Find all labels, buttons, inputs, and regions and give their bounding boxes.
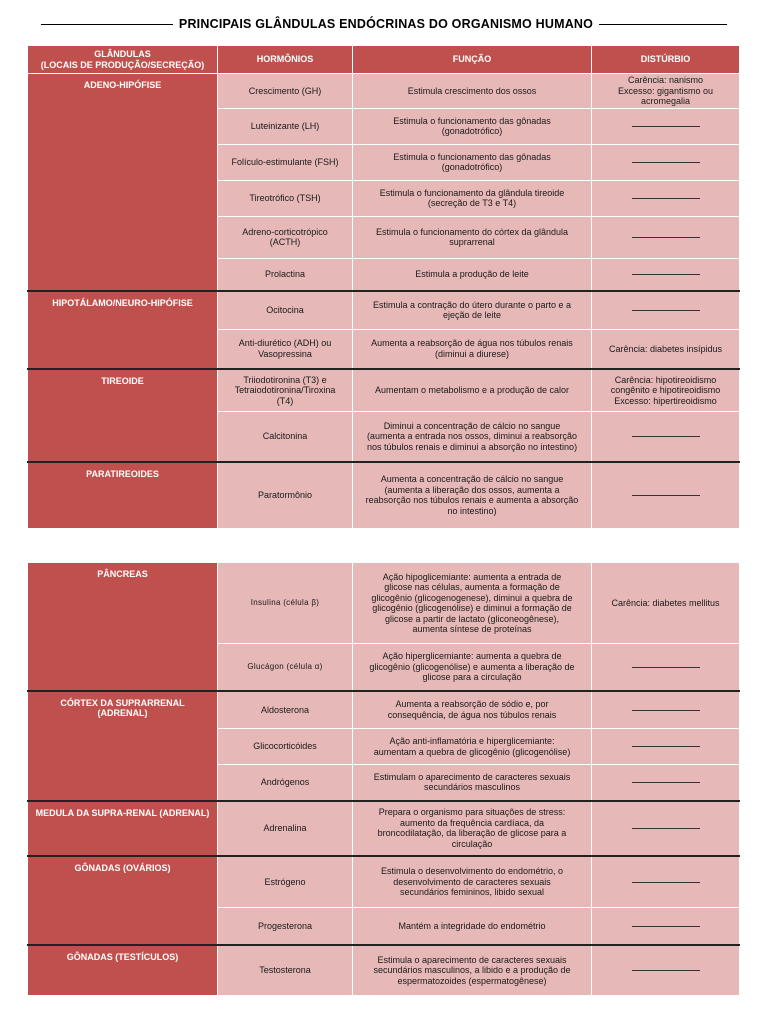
blank-line <box>632 882 700 883</box>
function-cell: Estimula a produção de leite <box>353 258 592 291</box>
blank-line <box>632 926 700 927</box>
endocrine-table-part-2 <box>27 562 740 996</box>
disturbance-cell <box>592 411 740 462</box>
hormone-cell: Adreno-corticotrópico (ACTH) <box>218 216 353 258</box>
function-cell: Estimulam o aparecimento de caracteres sexuais secundários masculinos <box>353 765 592 801</box>
disturbance-cell <box>592 908 740 945</box>
disturbance-cell <box>592 801 740 856</box>
function-cell: Estimula o funcionamento das gônadas (gonadotrófico) <box>353 108 592 144</box>
gland-pancreas: PÂNCREAS <box>28 563 218 691</box>
disturbance-cell <box>592 144 740 180</box>
disturbance-cell <box>592 691 740 729</box>
blank-line <box>632 310 700 311</box>
gland-tireoide: TIREOIDE <box>28 369 218 462</box>
gland-cortex-suprarrenal: CÓRTEX DA SUPRARRENAL (ADRENAL) <box>28 691 218 801</box>
table-row <box>28 462 740 528</box>
function-cell: Prepara o organismo para situações de stress: aumento da frequência cardíaca, da broncodilatação, da liberação de glicose para a circulação <box>353 801 592 856</box>
disturbance-cell <box>592 945 740 996</box>
gland-gonadas-ovarios: GÔNADAS (OVÁRIOS) <box>28 856 218 945</box>
hormone-cell: Luteinizante (LH) <box>218 108 353 144</box>
title-rule-left <box>41 24 173 25</box>
blank-line <box>632 782 700 783</box>
disturbance-cell <box>592 216 740 258</box>
table-row <box>28 291 740 329</box>
hormone-cell: Ocitocina <box>218 291 353 329</box>
disturbance-cell: Carência: diabetes insípidus <box>592 329 740 369</box>
disturbance-cell <box>592 729 740 765</box>
hormone-cell: Glucágon (célula α) <box>218 644 353 691</box>
disturbance-cell <box>592 291 740 329</box>
function-cell: Aumentam o metabolismo e a produção de calor <box>353 369 592 411</box>
disturbance-cell: Carência: nanismo Excesso: gigantismo ou acromegalia <box>592 74 740 109</box>
disturbance-cell: Carência: hipotireoidismo congênito e hipotireoidismo Excesso: hipertireoidismo <box>592 369 740 411</box>
blank-line <box>632 198 700 199</box>
function-cell: Estimula o funcionamento do córtex da glândula suprarrenal <box>353 216 592 258</box>
hormone-cell: Glicocorticóides <box>218 729 353 765</box>
function-cell: Ação anti-inflamatória e hiperglicemiante: aumentam a quebra de glicogênio (glicogenólise) <box>353 729 592 765</box>
blank-line <box>632 436 700 437</box>
blank-line <box>632 162 700 163</box>
endocrine-table-part-1 <box>27 45 740 529</box>
header-funcao: FUNÇÃO <box>353 46 592 74</box>
hormone-cell: Anti-diurético (ADH) ou Vasopressina <box>218 329 353 369</box>
function-cell: Estimula a contração do útero durante o parto e a ejeção de leite <box>353 291 592 329</box>
blank-line <box>632 495 700 496</box>
disturbance-cell <box>592 180 740 216</box>
hormone-cell: Tireotrófico (TSH) <box>218 180 353 216</box>
function-cell: Estimula o funcionamento das gônadas (gonadotrófico) <box>353 144 592 180</box>
hormone-cell: Folículo-estimulante (FSH) <box>218 144 353 180</box>
function-cell: Mantém a integridade do endométrio <box>353 908 592 945</box>
gland-hipotalamo-neuro-hipofise: HIPOTÁLAMO/NEURO-HIPÓFISE <box>28 291 218 369</box>
hormone-cell: Aldosterona <box>218 691 353 729</box>
hormone-cell: Estrógeno <box>218 856 353 908</box>
hormone-cell: Insulina (célula β) <box>218 563 353 644</box>
function-cell: Ação hiperglicemiante: aumenta a quebra de glicogênio (glicogenólise) e aumenta a liberação de glicose para a circulação <box>353 644 592 691</box>
hormone-cell: Crescimento (GH) <box>218 74 353 109</box>
function-cell: Estimula o aparecimento de caracteres sexuais secundários masculinos, a libido e a produção de espermatozoides (espermatogênese) <box>353 945 592 996</box>
function-cell: Aumenta a concentração de cálcio no sangue (aumenta a liberação dos ossos, aumenta a reabsorção nos túbulos renais e aumenta a absorção no intestino) <box>353 462 592 528</box>
hormone-cell: Andrógenos <box>218 765 353 801</box>
title-text: PRINCIPAIS GLÂNDULAS ENDÓCRINAS DO ORGANISMO HUMANO <box>178 17 594 31</box>
function-cell: Estimula o funcionamento da glândula tireoide (secreção de T3 e T4) <box>353 180 592 216</box>
disturbance-cell: Carência: diabetes mellitus <box>592 563 740 644</box>
disturbance-cell <box>592 856 740 908</box>
hormone-cell: Adrenalina <box>218 801 353 856</box>
table-row <box>28 801 740 856</box>
blank-line <box>632 746 700 747</box>
blank-line <box>632 710 700 711</box>
function-cell: Ação hipoglicemiante: aumenta a entrada de glicose nas células, aumenta a formação de glicogênio (glicogenogenese), diminui a quebra de glicogênio (glicogenólise) e diminui a formação de glicose a partir de lactato (gliconeogênese), aumenta síntese de proteínas <box>353 563 592 644</box>
hormone-cell: Triiodotironina (T3) e Tetraiodotironina/Tiroxina (T4) <box>218 369 353 411</box>
hormone-cell: Calcitonina <box>218 411 353 462</box>
hormone-cell: Progesterona <box>218 908 353 945</box>
title-rule-right <box>599 24 727 25</box>
hormone-cell: Prolactina <box>218 258 353 291</box>
blank-line <box>632 274 700 275</box>
gland-medula-suprarrenal: MEDULA DA SUPRA-RENAL (ADRENAL) <box>28 801 218 856</box>
disturbance-cell <box>592 258 740 291</box>
header-glandulas: GLÂNDULAS (LOCAIS DE PRODUÇÃO/SECREÇÃO) <box>28 46 218 74</box>
disturbance-cell <box>592 644 740 691</box>
table-row <box>28 691 740 729</box>
hormone-cell: Testosterona <box>218 945 353 996</box>
table-row <box>28 369 740 411</box>
blank-line <box>632 828 700 829</box>
function-cell: Estimula o desenvolvimento do endométrio, o desenvolvimento de caracteres sexuais secundários femininos, libido sexual <box>353 856 592 908</box>
table-row <box>28 945 740 996</box>
table-row <box>28 563 740 644</box>
header-hormonios: HORMÔNIOS <box>218 46 353 74</box>
blank-line <box>632 126 700 127</box>
blank-line <box>632 667 700 668</box>
table-row <box>28 74 740 109</box>
function-cell: Diminui a concentração de cálcio no sangue (aumenta a entrada nos ossos, diminui a reabsorção nos túbulos renais e diminui a absorção no intestino) <box>353 411 592 462</box>
page-title <box>0 17 768 31</box>
table-row <box>28 856 740 908</box>
function-cell: Estimula crescimento dos ossos <box>353 74 592 109</box>
disturbance-cell <box>592 765 740 801</box>
gland-paratireoides: PARATIREOIDES <box>28 462 218 528</box>
gland-adeno-hipofise: ADENO-HIPÓFISE <box>28 74 218 292</box>
disturbance-cell <box>592 108 740 144</box>
blank-line <box>632 237 700 238</box>
gland-gonadas-testiculos: GÔNADAS (TESTÍCULOS) <box>28 945 218 996</box>
hormone-cell: Paratormônio <box>218 462 353 528</box>
disturbance-cell <box>592 462 740 528</box>
blank-line <box>632 970 700 971</box>
function-cell: Aumenta a reabsorção de sódio e, por consequência, de água nos túbulos renais <box>353 691 592 729</box>
header-disturbio: DISTÚRBIO <box>592 46 740 74</box>
function-cell: Aumenta a reabsorção de água nos túbulos renais (diminui a diurese) <box>353 329 592 369</box>
